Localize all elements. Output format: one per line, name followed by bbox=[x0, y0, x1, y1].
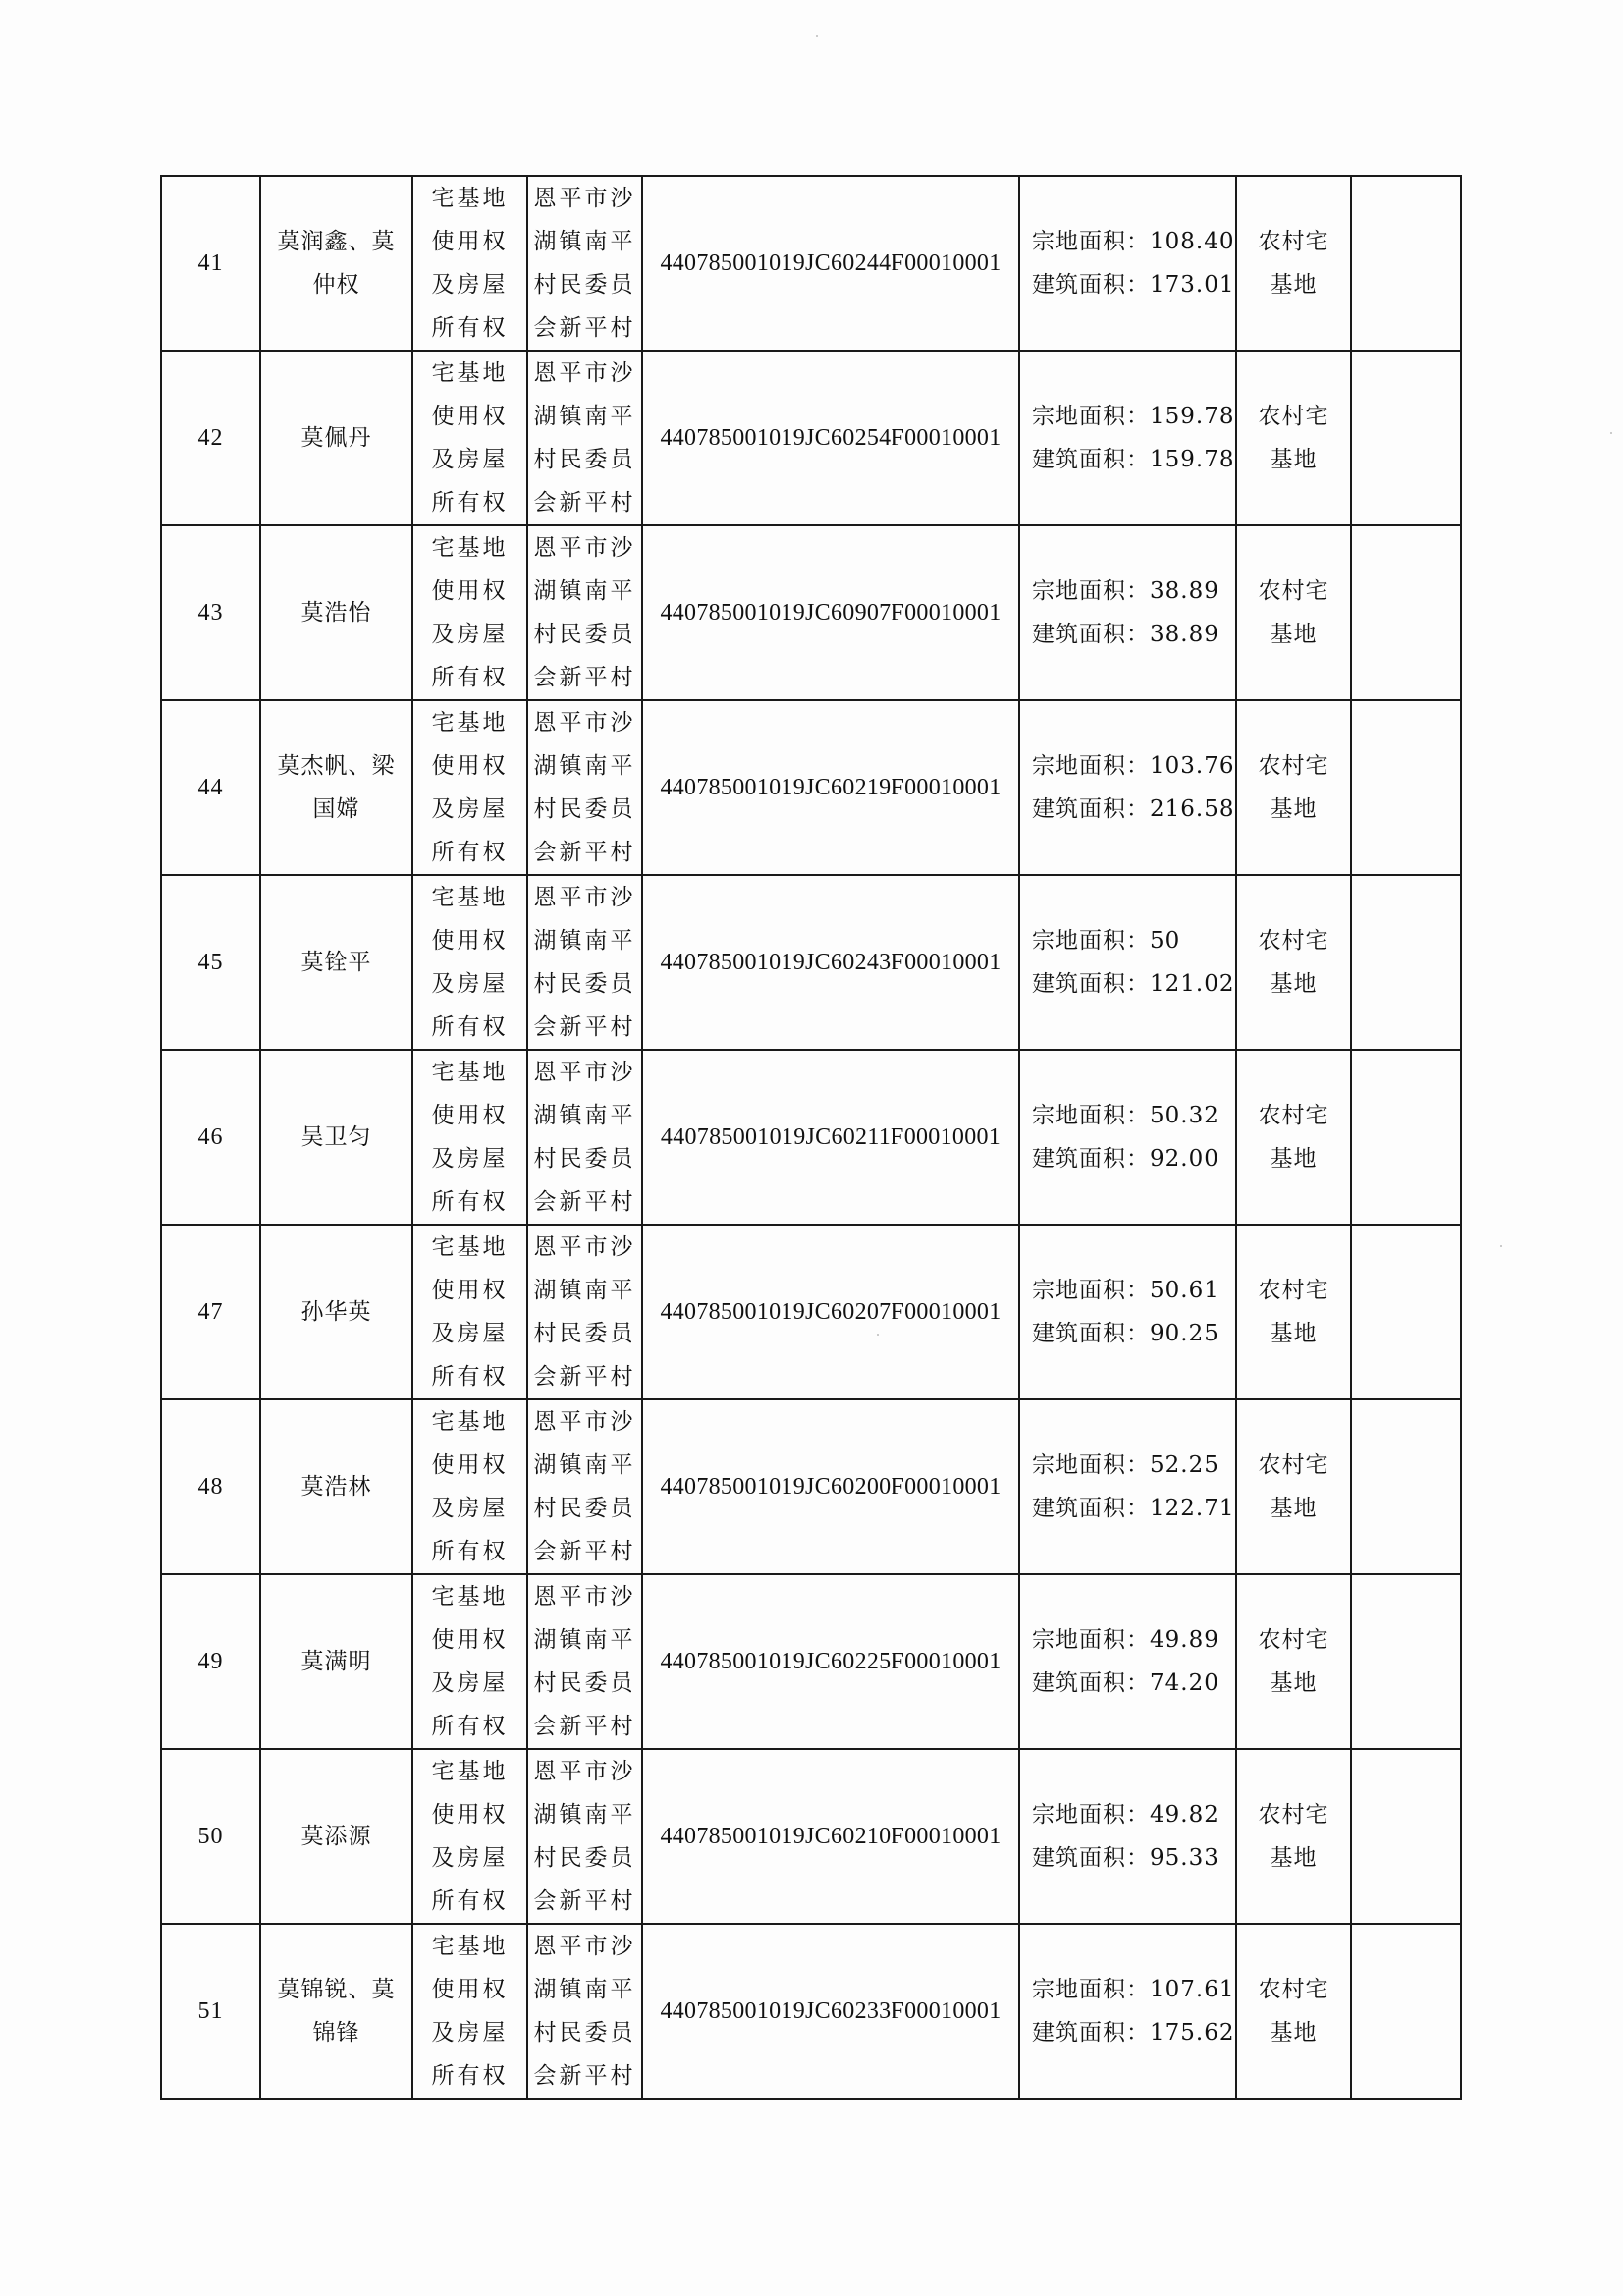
scan-speck bbox=[816, 35, 818, 37]
location-line: 会新平村 bbox=[533, 1364, 636, 1390]
table-row bbox=[161, 1225, 1461, 1399]
land-use-cell bbox=[1236, 1749, 1351, 1924]
land-use-cell bbox=[1236, 1050, 1351, 1225]
right-type-line: 使用权 bbox=[431, 578, 509, 604]
right-type-line: 使用权 bbox=[431, 1452, 509, 1478]
location-line: 会新平村 bbox=[533, 1014, 636, 1040]
land-use-line: 基地 bbox=[1270, 971, 1318, 997]
owner-name-cell bbox=[260, 1924, 412, 2099]
land-area: 宗地面积：50 bbox=[1032, 928, 1181, 954]
location-line: 会新平村 bbox=[533, 2063, 636, 2089]
table-row bbox=[161, 875, 1461, 1050]
land-use-cell bbox=[1236, 1574, 1351, 1749]
area-cell bbox=[1019, 1924, 1236, 2099]
unit-code: 440785001019JC60225F00010001 bbox=[660, 1649, 1001, 1674]
location-line: 湖镇南平 bbox=[533, 1977, 636, 2002]
row-number-cell bbox=[161, 1399, 260, 1574]
owner-name-cell bbox=[260, 525, 412, 700]
row-number-cell bbox=[161, 1924, 260, 2099]
right-type-cell bbox=[412, 1749, 527, 1924]
building-area: 建筑面积：38.89 bbox=[1032, 622, 1219, 647]
right-type-cell bbox=[412, 1574, 527, 1749]
location-cell bbox=[527, 875, 642, 1050]
right-type-line: 所有权 bbox=[431, 490, 509, 516]
scan-speck bbox=[1610, 432, 1612, 434]
building-area: 建筑面积：173.01 bbox=[1032, 272, 1235, 298]
right-type-line: 所有权 bbox=[431, 665, 509, 690]
location-line: 恩平市沙 bbox=[533, 360, 636, 386]
area-cell bbox=[1019, 176, 1236, 351]
unit-code: 440785001019JC60210F00010001 bbox=[660, 1824, 1001, 1849]
land-area: 宗地面积：103.76 bbox=[1032, 753, 1235, 779]
table-row bbox=[161, 1399, 1461, 1574]
right-type-line: 及房屋 bbox=[431, 2020, 509, 2046]
right-type-line: 及房屋 bbox=[431, 272, 509, 298]
location-line: 村民委员 bbox=[533, 272, 636, 298]
right-type-cell bbox=[412, 1399, 527, 1574]
land-use-line: 基地 bbox=[1270, 1321, 1318, 1346]
right-type-line: 所有权 bbox=[431, 315, 509, 341]
owner-name-cell bbox=[260, 1749, 412, 1924]
right-type-cell bbox=[412, 176, 527, 351]
location-line: 湖镇南平 bbox=[533, 753, 636, 779]
building-area: 建筑面积：159.78 bbox=[1032, 447, 1235, 472]
land-use-line: 农村宅 bbox=[1258, 1627, 1329, 1653]
unit-code-cell bbox=[642, 1225, 1019, 1399]
remarks-cell bbox=[1351, 1749, 1461, 1924]
owner-name-cell bbox=[260, 1399, 412, 1574]
row-number-cell bbox=[161, 700, 260, 875]
land-use-line: 农村宅 bbox=[1258, 1452, 1329, 1478]
location-line: 会新平村 bbox=[533, 1888, 636, 1914]
land-area: 宗地面积：107.61 bbox=[1032, 1977, 1235, 2002]
right-type-cell bbox=[412, 1050, 527, 1225]
land-area: 宗地面积：108.40 bbox=[1032, 229, 1235, 254]
right-type-cell bbox=[412, 351, 527, 525]
land-area: 宗地面积：49.89 bbox=[1032, 1627, 1219, 1653]
owner-name-cell bbox=[260, 351, 412, 525]
row-number: 44 bbox=[197, 775, 224, 800]
right-type-line: 宅基地 bbox=[431, 1234, 509, 1260]
location-line: 恩平市沙 bbox=[533, 1584, 636, 1610]
location-line: 村民委员 bbox=[533, 1321, 636, 1346]
right-type-line: 及房屋 bbox=[431, 1496, 509, 1521]
owner-name-cell bbox=[260, 1225, 412, 1399]
right-type-line: 所有权 bbox=[431, 1888, 509, 1914]
location-line: 恩平市沙 bbox=[533, 1759, 636, 1784]
location-cell bbox=[527, 1574, 642, 1749]
right-type-line: 使用权 bbox=[431, 404, 509, 429]
location-line: 恩平市沙 bbox=[533, 885, 636, 910]
remarks-cell bbox=[1351, 1050, 1461, 1225]
location-cell bbox=[527, 1399, 642, 1574]
land-use-line: 基地 bbox=[1270, 1670, 1318, 1696]
building-area: 建筑面积：121.02 bbox=[1032, 971, 1235, 997]
right-type-line: 使用权 bbox=[431, 1802, 509, 1828]
unit-code: 440785001019JC60254F00010001 bbox=[660, 425, 1001, 451]
area-cell bbox=[1019, 1225, 1236, 1399]
right-type-line: 宅基地 bbox=[431, 535, 509, 561]
right-type-line: 及房屋 bbox=[431, 971, 509, 997]
land-use-line: 农村宅 bbox=[1258, 1278, 1329, 1303]
right-type-line: 宅基地 bbox=[431, 1584, 509, 1610]
table-row bbox=[161, 1574, 1461, 1749]
row-number: 51 bbox=[197, 1998, 224, 2024]
right-type-line: 及房屋 bbox=[431, 1321, 509, 1346]
right-type-line: 及房屋 bbox=[431, 622, 509, 647]
location-line: 恩平市沙 bbox=[533, 1409, 636, 1435]
row-number-cell bbox=[161, 176, 260, 351]
unit-code: 440785001019JC60244F00010001 bbox=[660, 250, 1001, 276]
right-type-line: 宅基地 bbox=[431, 1060, 509, 1085]
owner-name-cell bbox=[260, 700, 412, 875]
unit-code-cell bbox=[642, 176, 1019, 351]
right-type-line: 使用权 bbox=[431, 1278, 509, 1303]
location-line: 村民委员 bbox=[533, 971, 636, 997]
owner-name: 孙华英 bbox=[300, 1299, 372, 1325]
owner-name: 莫杰帆、梁国嫦 bbox=[277, 753, 396, 822]
building-area: 建筑面积：74.20 bbox=[1032, 1670, 1219, 1696]
location-line: 湖镇南平 bbox=[533, 1278, 636, 1303]
right-type-cell bbox=[412, 1924, 527, 2099]
location-cell bbox=[527, 1749, 642, 1924]
land-area: 宗地面积：159.78 bbox=[1032, 404, 1235, 429]
right-type-line: 所有权 bbox=[431, 1539, 509, 1564]
owner-name: 莫添源 bbox=[300, 1824, 372, 1849]
location-line: 湖镇南平 bbox=[533, 1103, 636, 1128]
table-body bbox=[161, 176, 1461, 2099]
remarks-cell bbox=[1351, 351, 1461, 525]
right-type-line: 所有权 bbox=[431, 1189, 509, 1215]
location-line: 会新平村 bbox=[533, 665, 636, 690]
row-number: 47 bbox=[197, 1299, 224, 1325]
land-use-cell bbox=[1236, 700, 1351, 875]
unit-code-cell bbox=[642, 875, 1019, 1050]
row-number: 46 bbox=[197, 1124, 224, 1150]
area-cell bbox=[1019, 351, 1236, 525]
land-use-cell bbox=[1236, 1399, 1351, 1574]
right-type-line: 宅基地 bbox=[431, 1409, 509, 1435]
right-type-line: 宅基地 bbox=[431, 885, 509, 910]
land-use-line: 基地 bbox=[1270, 622, 1318, 647]
remarks-cell bbox=[1351, 176, 1461, 351]
land-use-line: 农村宅 bbox=[1258, 1802, 1329, 1828]
location-cell bbox=[527, 1225, 642, 1399]
land-area: 宗地面积：49.82 bbox=[1032, 1802, 1219, 1828]
right-type-line: 宅基地 bbox=[431, 1759, 509, 1784]
land-use-line: 基地 bbox=[1270, 796, 1318, 822]
row-number: 42 bbox=[197, 425, 224, 451]
owner-name: 莫浩林 bbox=[300, 1474, 372, 1500]
right-type-line: 宅基地 bbox=[431, 360, 509, 386]
row-number: 45 bbox=[197, 950, 224, 975]
unit-code: 440785001019JC60207F00010001 bbox=[660, 1299, 1001, 1325]
table-row bbox=[161, 176, 1461, 351]
area-cell bbox=[1019, 700, 1236, 875]
right-type-line: 使用权 bbox=[431, 1103, 509, 1128]
right-type-line: 及房屋 bbox=[431, 1670, 509, 1696]
land-use-line: 基地 bbox=[1270, 1496, 1318, 1521]
right-type-line: 及房屋 bbox=[431, 1845, 509, 1871]
land-use-line: 农村宅 bbox=[1258, 1977, 1329, 2002]
unit-code-cell bbox=[642, 1749, 1019, 1924]
table-row bbox=[161, 351, 1461, 525]
row-number-cell bbox=[161, 875, 260, 1050]
location-line: 恩平市沙 bbox=[533, 710, 636, 736]
location-line: 湖镇南平 bbox=[533, 928, 636, 954]
location-line: 会新平村 bbox=[533, 1539, 636, 1564]
row-number-cell bbox=[161, 1574, 260, 1749]
right-type-line: 所有权 bbox=[431, 2063, 509, 2089]
land-area: 宗地面积：38.89 bbox=[1032, 578, 1219, 604]
remarks-cell bbox=[1351, 875, 1461, 1050]
owner-name: 莫浩怡 bbox=[300, 600, 372, 626]
land-area: 宗地面积：50.32 bbox=[1032, 1103, 1219, 1128]
location-line: 会新平村 bbox=[533, 315, 636, 341]
unit-code-cell bbox=[642, 1924, 1019, 2099]
unit-code-cell bbox=[642, 700, 1019, 875]
land-use-line: 农村宅 bbox=[1258, 404, 1329, 429]
row-number: 41 bbox=[197, 250, 224, 276]
remarks-cell bbox=[1351, 700, 1461, 875]
land-use-cell bbox=[1236, 176, 1351, 351]
area-cell bbox=[1019, 1399, 1236, 1574]
location-line: 湖镇南平 bbox=[533, 404, 636, 429]
row-number-cell bbox=[161, 1050, 260, 1225]
location-line: 恩平市沙 bbox=[533, 1934, 636, 1959]
location-cell bbox=[527, 700, 642, 875]
right-type-line: 使用权 bbox=[431, 229, 509, 254]
right-type-line: 及房屋 bbox=[431, 447, 509, 472]
unit-code: 440785001019JC60233F00010001 bbox=[660, 1998, 1001, 2024]
land-use-cell bbox=[1236, 525, 1351, 700]
unit-code-cell bbox=[642, 351, 1019, 525]
location-line: 村民委员 bbox=[533, 1146, 636, 1172]
unit-code: 440785001019JC60907F00010001 bbox=[660, 600, 1001, 626]
remarks-cell bbox=[1351, 1399, 1461, 1574]
owner-name-cell bbox=[260, 875, 412, 1050]
scan-speck bbox=[1500, 1245, 1502, 1247]
area-cell bbox=[1019, 1749, 1236, 1924]
right-type-line: 所有权 bbox=[431, 1014, 509, 1040]
land-use-line: 基地 bbox=[1270, 272, 1318, 298]
location-cell bbox=[527, 1924, 642, 2099]
unit-code-cell bbox=[642, 1399, 1019, 1574]
location-line: 村民委员 bbox=[533, 1845, 636, 1871]
unit-code: 440785001019JC60219F00010001 bbox=[660, 775, 1001, 800]
right-type-line: 所有权 bbox=[431, 1714, 509, 1739]
table-row bbox=[161, 1749, 1461, 1924]
building-area: 建筑面积：175.62 bbox=[1032, 2020, 1235, 2046]
land-use-cell bbox=[1236, 1924, 1351, 2099]
owner-name: 莫铨平 bbox=[300, 950, 372, 975]
right-type-line: 宅基地 bbox=[431, 1934, 509, 1959]
right-type-line: 使用权 bbox=[431, 928, 509, 954]
row-number: 43 bbox=[197, 600, 224, 626]
right-type-line: 宅基地 bbox=[431, 186, 509, 211]
land-use-line: 农村宅 bbox=[1258, 928, 1329, 954]
remarks-cell bbox=[1351, 1924, 1461, 2099]
remarks-cell bbox=[1351, 1574, 1461, 1749]
row-number-cell bbox=[161, 1225, 260, 1399]
area-cell bbox=[1019, 1050, 1236, 1225]
location-line: 恩平市沙 bbox=[533, 1060, 636, 1085]
land-use-line: 基地 bbox=[1270, 1146, 1318, 1172]
area-cell bbox=[1019, 875, 1236, 1050]
land-use-cell bbox=[1236, 351, 1351, 525]
owner-name: 吴卫匀 bbox=[300, 1124, 372, 1150]
remarks-cell bbox=[1351, 525, 1461, 700]
location-line: 湖镇南平 bbox=[533, 578, 636, 604]
row-number: 49 bbox=[197, 1649, 224, 1674]
right-type-line: 使用权 bbox=[431, 1627, 509, 1653]
right-type-line: 及房屋 bbox=[431, 796, 509, 822]
location-line: 湖镇南平 bbox=[533, 1452, 636, 1478]
land-use-cell bbox=[1236, 875, 1351, 1050]
table-row bbox=[161, 700, 1461, 875]
location-line: 会新平村 bbox=[533, 1714, 636, 1739]
land-area: 宗地面积：50.61 bbox=[1032, 1278, 1219, 1303]
right-type-line: 宅基地 bbox=[431, 710, 509, 736]
land-use-line: 基地 bbox=[1270, 1845, 1318, 1871]
building-area: 建筑面积：90.25 bbox=[1032, 1321, 1219, 1346]
owner-name: 莫佩丹 bbox=[300, 425, 372, 451]
location-cell bbox=[527, 351, 642, 525]
table-row bbox=[161, 1050, 1461, 1225]
location-line: 湖镇南平 bbox=[533, 1627, 636, 1653]
land-use-cell bbox=[1236, 1225, 1351, 1399]
location-line: 会新平村 bbox=[533, 840, 636, 865]
location-cell bbox=[527, 176, 642, 351]
building-area: 建筑面积：122.71 bbox=[1032, 1496, 1235, 1521]
location-line: 村民委员 bbox=[533, 796, 636, 822]
location-line: 恩平市沙 bbox=[533, 1234, 636, 1260]
owner-name-cell bbox=[260, 176, 412, 351]
unit-code-cell bbox=[642, 525, 1019, 700]
right-type-cell bbox=[412, 700, 527, 875]
right-type-cell bbox=[412, 875, 527, 1050]
land-use-line: 农村宅 bbox=[1258, 229, 1329, 254]
right-type-cell bbox=[412, 1225, 527, 1399]
location-line: 湖镇南平 bbox=[533, 229, 636, 254]
owner-name: 莫满明 bbox=[300, 1649, 372, 1674]
owner-name-cell bbox=[260, 1574, 412, 1749]
land-use-line: 农村宅 bbox=[1258, 1103, 1329, 1128]
location-cell bbox=[527, 525, 642, 700]
property-rights-table bbox=[160, 175, 1462, 2100]
table-row bbox=[161, 525, 1461, 700]
building-area: 建筑面积：95.33 bbox=[1032, 1845, 1219, 1871]
building-area: 建筑面积：216.58 bbox=[1032, 796, 1235, 822]
land-use-line: 农村宅 bbox=[1258, 578, 1329, 604]
unit-code-cell bbox=[642, 1574, 1019, 1749]
right-type-line: 及房屋 bbox=[431, 1146, 509, 1172]
land-use-line: 基地 bbox=[1270, 447, 1318, 472]
location-line: 湖镇南平 bbox=[533, 1802, 636, 1828]
location-line: 村民委员 bbox=[533, 1670, 636, 1696]
row-number: 50 bbox=[197, 1824, 224, 1849]
unit-code-cell bbox=[642, 1050, 1019, 1225]
location-line: 村民委员 bbox=[533, 622, 636, 647]
owner-name: 莫润鑫、莫仲权 bbox=[277, 229, 396, 298]
area-cell bbox=[1019, 525, 1236, 700]
owner-name: 莫锦锐、莫锦锋 bbox=[277, 1977, 396, 2046]
right-type-cell bbox=[412, 525, 527, 700]
table-row bbox=[161, 1924, 1461, 2099]
unit-code: 440785001019JC60211F00010001 bbox=[660, 1124, 1001, 1150]
land-use-line: 农村宅 bbox=[1258, 753, 1329, 779]
location-line: 恩平市沙 bbox=[533, 535, 636, 561]
location-line: 村民委员 bbox=[533, 1496, 636, 1521]
land-use-line: 基地 bbox=[1270, 2020, 1318, 2046]
building-area: 建筑面积：92.00 bbox=[1032, 1146, 1219, 1172]
location-line: 会新平村 bbox=[533, 490, 636, 516]
right-type-line: 所有权 bbox=[431, 1364, 509, 1390]
right-type-line: 使用权 bbox=[431, 1977, 509, 2002]
area-cell bbox=[1019, 1574, 1236, 1749]
right-type-line: 所有权 bbox=[431, 840, 509, 865]
location-line: 村民委员 bbox=[533, 447, 636, 472]
location-line: 会新平村 bbox=[533, 1189, 636, 1215]
remarks-cell bbox=[1351, 1225, 1461, 1399]
right-type-line: 使用权 bbox=[431, 753, 509, 779]
location-cell bbox=[527, 1050, 642, 1225]
location-line: 恩平市沙 bbox=[533, 186, 636, 211]
land-area: 宗地面积：52.25 bbox=[1032, 1452, 1219, 1478]
row-number-cell bbox=[161, 525, 260, 700]
row-number: 48 bbox=[197, 1474, 224, 1500]
owner-name-cell bbox=[260, 1050, 412, 1225]
unit-code: 440785001019JC60243F00010001 bbox=[660, 950, 1001, 975]
row-number-cell bbox=[161, 1749, 260, 1924]
row-number-cell bbox=[161, 351, 260, 525]
unit-code: 440785001019JC60200F00010001 bbox=[660, 1474, 1001, 1500]
location-line: 村民委员 bbox=[533, 2020, 636, 2046]
